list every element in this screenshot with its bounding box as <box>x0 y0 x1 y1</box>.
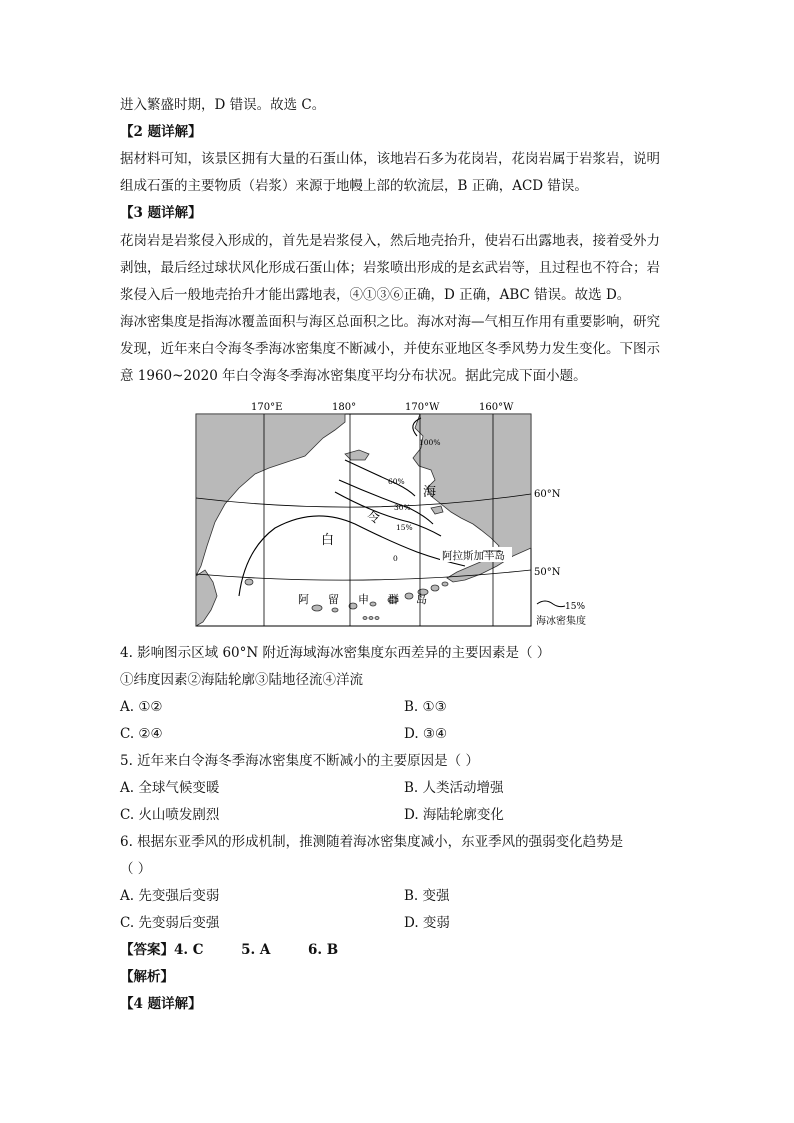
lon-label-180: 180° <box>332 402 357 413</box>
q6-stem: 6. 根据东亚季风的形成机制，推测随着海冰密集度减小，东亚季风的强弱变化趋势是 <box>120 834 624 850</box>
contour-label-100: 100% <box>419 438 441 447</box>
section-heading-q2: 【2 题详解】 <box>120 124 202 140</box>
q4-option-c: C. ②④ <box>120 726 163 742</box>
text-line-7: 剥蚀，最后经过球状风化形成石蛋山体；岩浆喷出形成的是玄武岩等，且过程也不符合；岩 <box>120 260 660 276</box>
contour-label-30: 30% <box>394 503 411 512</box>
q5-option-c: C. 火山喷发剧烈 <box>120 807 220 823</box>
aleutian-char-2: 留 <box>328 593 339 606</box>
contour-label-0: 0 <box>393 554 398 563</box>
q6-option-d: D. 变弱 <box>404 915 450 931</box>
q4-option-d: D. ③④ <box>404 726 448 742</box>
q6-stem-blank: （ ） <box>120 861 152 877</box>
legend-label: 海冰密集度 <box>536 616 586 627</box>
section-heading-q3: 【3 题详解】 <box>120 205 202 221</box>
text-line-8: 浆侵入后一般地壳抬升才能出露地表，④①③⑥正确，D 正确，ABC 错误。故选 D。 <box>120 287 631 303</box>
lat-label-50n: 50°N <box>534 567 561 578</box>
contour-label-15: 15% <box>396 523 413 532</box>
sea-name-char-1: 白 <box>321 533 335 548</box>
q6-option-c: C. 先变弱后变强 <box>120 915 220 931</box>
q6-option-b: B. 变强 <box>404 888 450 904</box>
text-line-4: 组成石蛋的主要物质（岩浆）来源于地幔上部的软流层，B 正确，ACD 错误。 <box>120 178 588 194</box>
q5-option-b: B. 人类活动增强 <box>404 780 504 796</box>
aleutian-char-1: 阿 <box>298 593 309 606</box>
q4-option-a: A. ①② <box>120 699 163 715</box>
q4-option-b: B. ①③ <box>404 699 447 715</box>
aleutian-char-5: 岛 <box>416 593 427 606</box>
text-line-6: 花岗岩是岩浆侵入形成的，首先是岩浆侵入，然后地壳抬升，使岩石出露地表，接着受外力 <box>120 233 660 249</box>
q4-stem: 4. 影响图示区域 60°N 附近海域海冰密集度东西差异的主要因素是（ ） <box>120 645 551 661</box>
aleutian-char-4: 群 <box>388 593 399 606</box>
q5-stem: 5. 近年来白令海冬季海冰密集度不断减小的主要原因是（ ） <box>120 753 479 769</box>
detail-heading-q4: 【4 题详解】 <box>120 996 202 1012</box>
text-line-10: 发现，近年来白令海冬季海冰密集度不断减小，并使东亚地区冬季风势力发生变化。下图示 <box>120 341 660 357</box>
text-line-3: 据材料可知，该景区拥有大量的石蛋山体，该地岩石多为花岗岩，花岗岩属于岩浆岩，说明 <box>120 151 660 167</box>
text-line-11: 意 1960~2020 年白令海冬季海冰密集度平均分布状况。据此完成下面小题。 <box>120 368 587 384</box>
q6-option-a: A. 先变强后变弱 <box>120 888 220 904</box>
lon-label-170e: 170°E <box>251 402 283 413</box>
sea-name-char-2: 令 <box>367 511 381 526</box>
contour-label-60: 60% <box>388 477 405 486</box>
lat-label-60n: 60°N <box>534 489 561 500</box>
q4-factors: ①纬度因素②海陆轮廓③陆地径流④洋流 <box>120 672 363 688</box>
answer-line: 【答案】4. C 5. A 6. B <box>120 942 339 958</box>
analysis-heading: 【解析】 <box>120 969 174 985</box>
alaska-peninsula-label: 阿拉斯加半岛 <box>442 550 505 562</box>
text-line-9: 海冰密集度是指海冰覆盖面积与海区总面积之比。海冰对海—气相互作用有重要影响，研究 <box>120 314 660 330</box>
lon-label-170w: 170°W <box>405 402 440 413</box>
aleutian-char-3: 申 <box>358 593 369 606</box>
legend-value: 15% <box>565 602 586 612</box>
bering-sea-ice-map <box>195 400 595 632</box>
text-line-1: 进入繁盛时期，D 错误。故选 C。 <box>120 97 326 113</box>
q5-option-a: A. 全球气候变暖 <box>120 780 220 796</box>
q5-option-d: D. 海陆轮廓变化 <box>404 807 504 823</box>
legend-line <box>537 601 565 607</box>
lon-label-160w: 160°W <box>479 402 514 413</box>
sea-name-char-3: 海 <box>423 485 437 500</box>
